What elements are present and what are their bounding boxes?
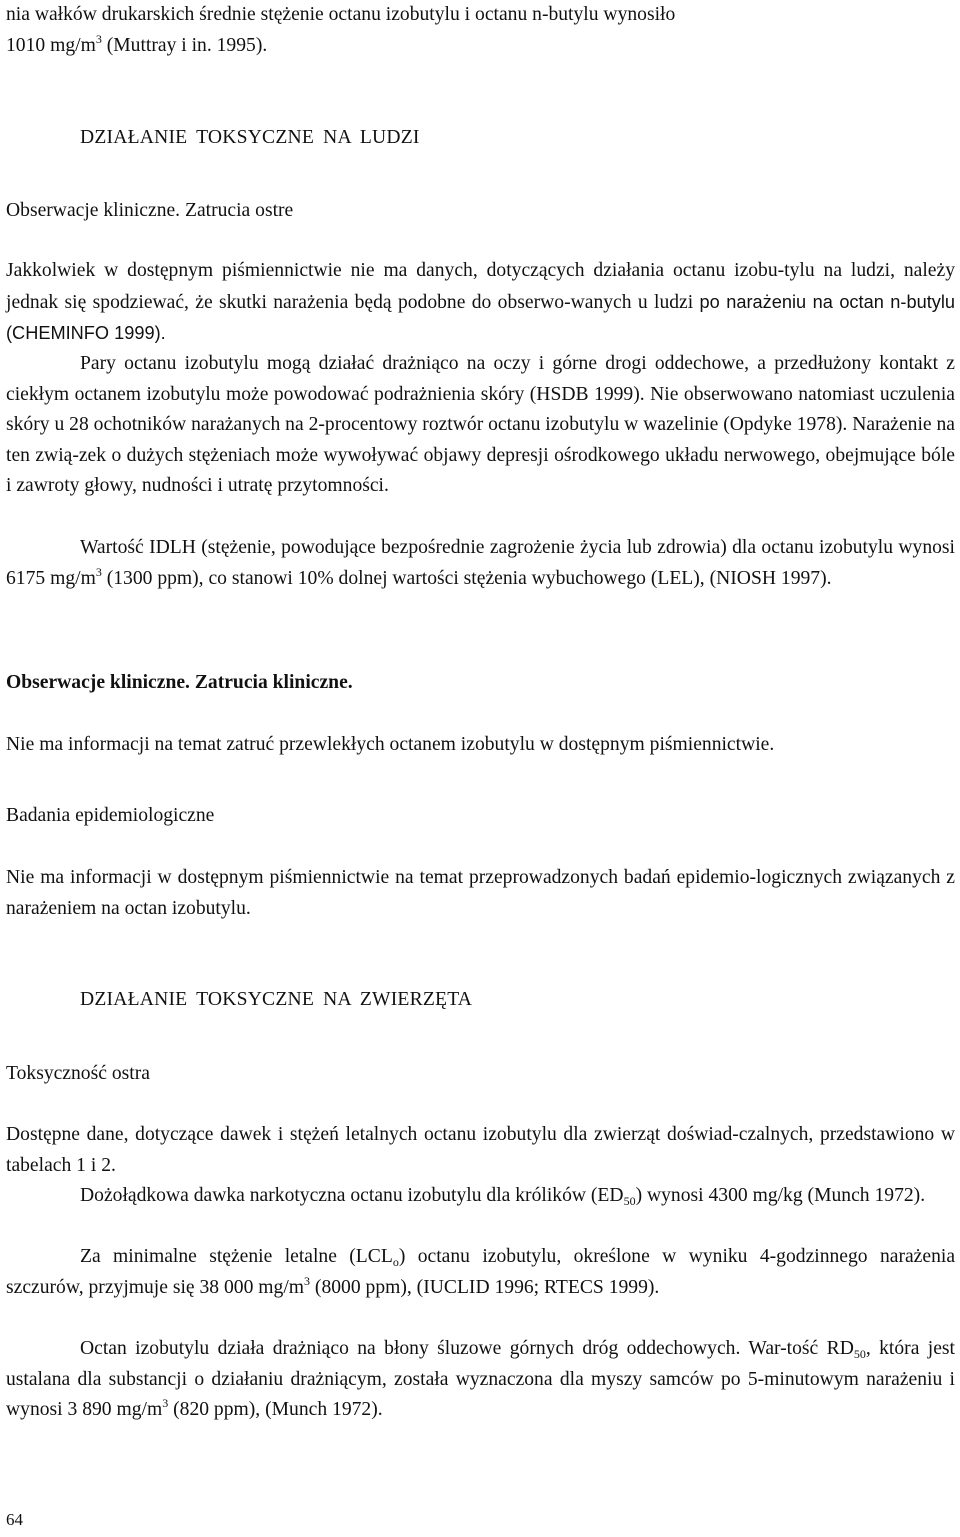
paragraph-text-end: (1300 ppm), co stanowi 10% dolnej wartości stężenia wybuchowego (LEL), (NIOSH 1997).	[101, 567, 832, 589]
paragraph-text: Octan izobutylu działa drażniąco na błony śluzowe górnych dróg oddechowych. War-tość RD	[80, 1338, 854, 1359]
paragraph-text: Dożołądkowa dawka narkotyczna octanu izobutylu dla królików (ED	[80, 1185, 624, 1206]
paragraph-text-mid: , która jest ustalana dla substancji o działaniu drażniącym, została wyznaczona dla myszy samców po 5-minutowym narażeniu i wynosi 3 890 mg/m	[6, 1338, 955, 1421]
paragraph-humans-1	[6, 256, 955, 350]
subscript: 50	[853, 1347, 866, 1361]
section-title-animals: DZIAŁANIE TOKSYCZNE NA ZWIERZĘTA	[80, 989, 473, 1010]
paragraph-text-end: (8000 ppm), (IUCLID 1996; RTECS 1999).	[310, 1276, 660, 1298]
subheading-epidemiology: Badania epidemiologiczne	[6, 805, 215, 826]
section-title-humans: DZIAŁANIE TOKSYCZNE NA LUDZI	[80, 127, 420, 148]
page-number: 64	[6, 1510, 23, 1529]
paragraph-text: Wartość IDLH (stężenie, powodujące bezpośrednie zagrożenie życia lub zdrowia) dla octanu izobutylu wynosi 6175 mg/m	[6, 537, 955, 589]
paragraph-text: Jakkolwiek w dostępnym piśmiennictwie nie ma danych, dotyczących działania octanu izobu-tylu na ludzi, należy jednak się spodziewać, że skutki narażenia będą podobne do obserwo-wanych u ludzi	[6, 260, 955, 313]
subscript: 50	[623, 1194, 636, 1208]
paragraph-text-end: ) wynosi 4300 mg/kg (Munch 1972).	[635, 1185, 926, 1206]
paragraph-humans-2: Pary octanu izobutylu mogą działać drażniąco na oczy i górne drogi oddechowe, a przedłużony kontakt z ciekłym octanem izobutylu może powodować podrażnienia skóry (HSDB 1999). Nie obserwowano natomiast uczulenia skóry u 28 ochotników narażanych na 2-procentowy roztwór octanu izobutylu w wazelinie (Opdyke 1978). Narażenie na ten zwią-zek o dużych stężeniach może wywoływać objawy depresji ośrodkowego układu nerwowego, obejmujące bóle i zawroty głowy, nudności i utratę przytomności.	[6, 353, 955, 497]
paragraph-animals-4	[6, 1334, 955, 1426]
paragraph-text-sans: po narażeniu na octan n-butylu (CHEMINFO 1999).	[6, 291, 956, 344]
subscript: o	[392, 1255, 399, 1269]
intro-paragraph	[6, 0, 955, 61]
intro-line-1: nia wałków drukarskich średnie stężenie octanu izobutylu i octanu n-butylu wynosiło	[6, 4, 676, 25]
superscript: 3	[162, 1396, 169, 1411]
paragraph-animals-2	[6, 1181, 955, 1212]
paragraph-text: Za minimalne stężenie letalne (LCL	[80, 1246, 393, 1267]
paragraph-humans-3	[6, 533, 955, 594]
subheading-chronic-humans: Obserwacje kliniczne. Zatrucia kliniczne.	[6, 672, 353, 693]
paragraph-epidemiology: Nie ma informacji w dostępnym piśmiennictwie na temat przeprowadzonych badań epidemio-logicznych związanych z narażeniem na octan izobutylu.	[6, 867, 955, 919]
intro-line-2-end: (Muttray i in. 1995).	[101, 34, 268, 56]
superscript: 3	[95, 564, 102, 579]
paragraph-text-end: (820 ppm), (Munch 1972).	[168, 1399, 383, 1421]
superscript: 3	[95, 31, 102, 46]
subheading-acute-humans: Obserwacje kliniczne. Zatrucia ostre	[6, 200, 294, 221]
paragraph-animals-1: Dostępne dane, dotyczące dawek i stężeń letalnych octanu izobutylu dla zwierząt doświad-czalnych, przedstawiono w tabelach 1 i 2.	[6, 1124, 955, 1176]
subheading-acute-animals: Toksyczność ostra	[6, 1063, 150, 1084]
paragraph-chronic: Nie ma informacji na temat zatruć przewlekłych octanem izobutylu w dostępnym piśmiennictwie.	[6, 734, 775, 755]
intro-line-2: 1010 mg/m	[6, 34, 96, 56]
superscript: 3	[304, 1273, 311, 1288]
paragraph-animals-3	[6, 1242, 955, 1303]
paragraph-text-mid: ) octanu izobutylu, określone w wyniku 4-godzinnego narażenia szczurów, przyjmuje się 38 000 mg/m	[6, 1246, 956, 1298]
